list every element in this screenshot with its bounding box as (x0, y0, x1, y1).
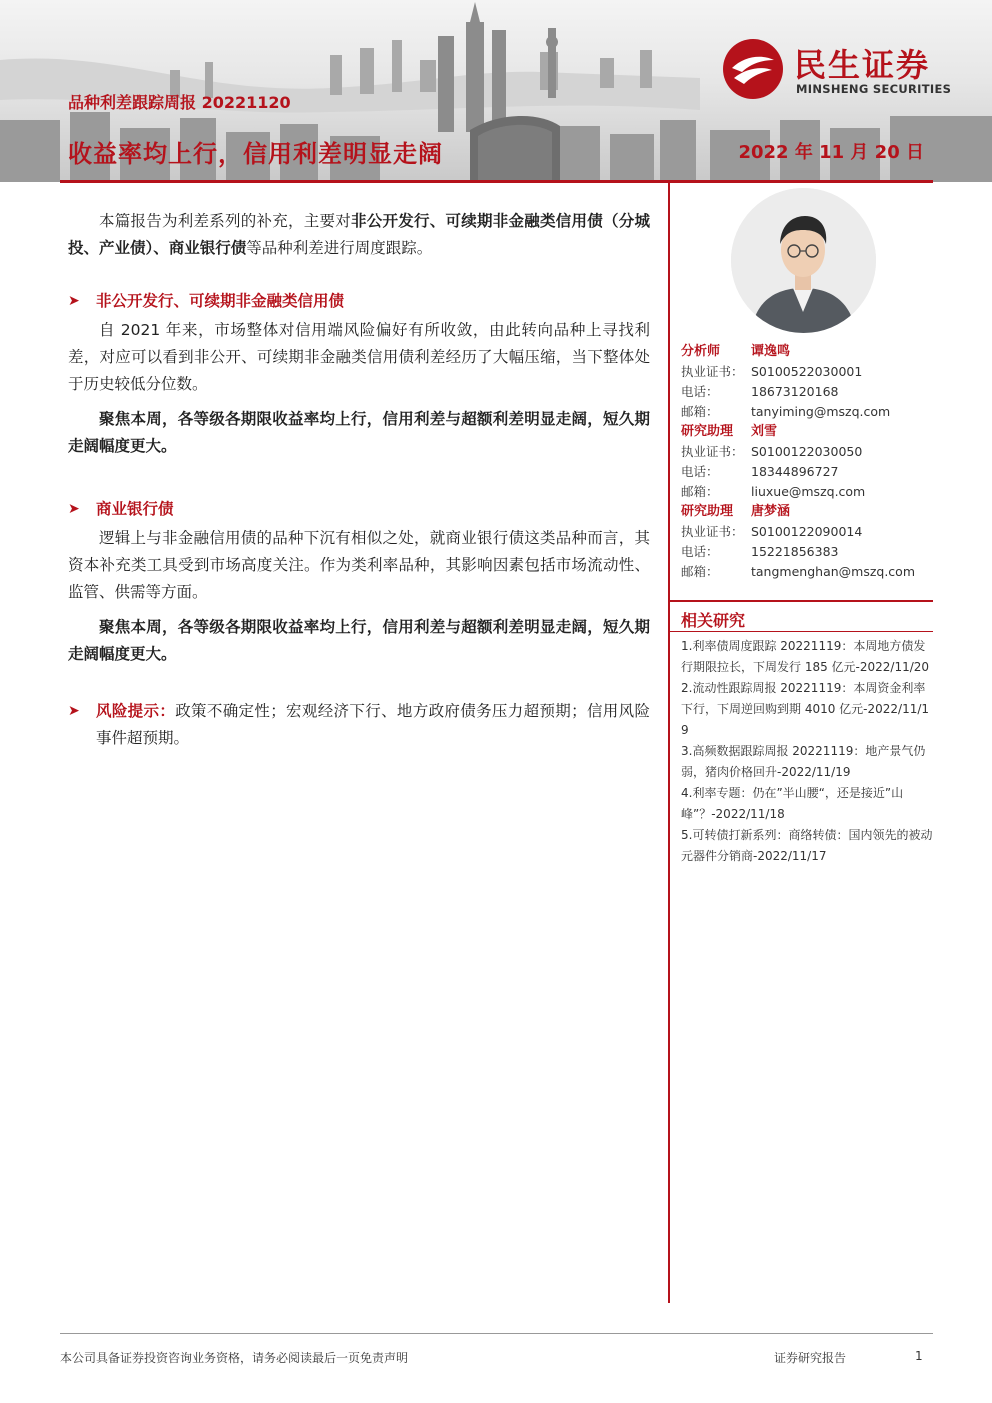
report-title: 收益率均上行，信用利差明显走阔 (68, 140, 443, 168)
phone-label: 电话： (681, 544, 719, 559)
related-item[interactable]: 2.流动性跟踪周报 20221119：本周资金利率下行，下周逆回购到期 4010 亿元-2022/11/19 (681, 681, 930, 737)
phone-number: 18673120168 (751, 384, 839, 399)
email-address[interactable]: tangmenghan@mszq.com (751, 564, 916, 579)
section2-paragraph: 逻辑上与非金融信用债的品种下沉有相似之处，就商业银行债这类品种而言，其资本补充类工具受到市场高度关注。作为类利率品种，其影响因素包括市场流动性、监管、供需等方面。 (68, 529, 650, 601)
risk-warning (68, 698, 650, 752)
chevron-right-icon: ➤ (68, 501, 80, 517)
analyst-role: 分析师 (681, 344, 721, 359)
related-divider (670, 631, 933, 632)
cert-number: S0100522030001 (751, 364, 863, 379)
intro-paragraph (68, 208, 650, 262)
analyst-name: 谭逸鸣 (751, 344, 791, 359)
cert-label: 执业证书： (681, 364, 744, 379)
footer-divider (60, 1333, 933, 1334)
intro-bold: 非公开发行、可续期非金融类信用债（分城投、产业债）、商业银行债 (68, 212, 650, 257)
report-series: 品种利差跟踪周报 20221120 (68, 93, 291, 112)
intro-text-2: 等品种利差进行周度跟踪。 (246, 239, 433, 257)
risk-label: 风险提示： (96, 702, 176, 720)
analyst-block (681, 422, 933, 502)
phone-number: 15221856383 (751, 544, 839, 559)
page-number: 1 (915, 1349, 923, 1363)
related-item[interactable]: 1.利率债周度跟踪 20221119：本周地方债发行期限拉长，下周发行 185 亿元-2022/11/20 (681, 639, 930, 674)
analyst-role: 研究助理 (681, 424, 734, 439)
risk-body: 政策不确定性；宏观经济下行、地方政府债务压力超预期；信用风险事件超预期。 (96, 702, 650, 747)
section1-paragraph: 自 2021 年来，市场整体对信用端风险偏好有所收敛，由此转向品种上寻找利差，对应可以看到非公开、可续期非金融类信用债利差经历了大幅压缩，当下整体处于历史较低分位数。 (68, 321, 650, 393)
header-divider (60, 180, 933, 183)
related-divider-top (670, 600, 933, 602)
cert-number: S0100122090014 (751, 524, 863, 539)
related-item[interactable]: 3.高频数据跟踪周报 20221119：地产景气仍弱，猪肉价格回升-2022/11/19 (681, 744, 926, 779)
analyst-name: 唐梦涵 (751, 504, 791, 519)
report-date: 2022 年 11 月 20 日 (738, 142, 924, 163)
main-content (68, 208, 650, 752)
minsheng-logo-icon (722, 38, 784, 100)
logo-english-name: MINSHENG SECURITIES (796, 82, 952, 96)
phone-label: 电话： (681, 464, 719, 479)
analyst-photo (731, 188, 876, 333)
analyst-block (681, 502, 933, 582)
cert-number: S0100122030050 (751, 444, 863, 459)
section1-focus-paragraph: 聚焦本周，各等级各期限收益率均上行，信用利差与超额利差明显走阔，短久期走阔幅度更大。 (68, 410, 650, 455)
cert-label: 执业证书： (681, 524, 744, 539)
section-heading-text: 商业银行债 (96, 500, 174, 518)
header-banner (0, 0, 992, 182)
email-label: 邮箱： (681, 564, 719, 579)
section-heading-nonpublic (68, 288, 650, 315)
analyst-info (681, 342, 933, 582)
cert-label: 执业证书： (681, 444, 744, 459)
email-address[interactable]: tanyiming@mszq.com (751, 404, 891, 419)
section2-focus-paragraph: 聚焦本周，各等级各期限收益率均上行，信用利差与超额利差明显走阔，短久期走阔幅度更大。 (68, 618, 650, 663)
chevron-right-icon: ➤ (68, 293, 80, 309)
email-label: 邮箱： (681, 484, 719, 499)
company-logo (722, 38, 972, 102)
chevron-right-icon: ➤ (68, 703, 80, 719)
person-portrait-icon (731, 188, 876, 333)
footer-doc-type: 证券研究报告 (774, 1351, 847, 1365)
phone-label: 电话： (681, 384, 719, 399)
related-item[interactable]: 4.利率专题：仍在”半山腰“，还是接近”山峰”？-2022/11/18 (681, 786, 904, 821)
section-heading-bank (68, 496, 650, 523)
analyst-block (681, 342, 933, 422)
related-item[interactable]: 5.可转债打新系列：商络转债：国内领先的被动元器件分销商-2022/11/17 (681, 828, 933, 863)
section-heading-text: 非公开发行、可续期非金融类信用债 (96, 292, 345, 310)
email-label: 邮箱： (681, 404, 719, 419)
related-research-title: 相关研究 (681, 611, 746, 630)
phone-number: 18344896727 (751, 464, 839, 479)
risk-warning-text (96, 698, 650, 752)
intro-text-1: 本篇报告为利差系列的补充，主要对 (99, 212, 351, 230)
related-research-list (681, 636, 933, 867)
analyst-role: 研究助理 (681, 504, 734, 519)
email-address[interactable]: liuxue@mszq.com (751, 484, 866, 499)
analyst-name: 刘雪 (751, 424, 778, 439)
column-divider (668, 183, 670, 1303)
footer-disclaimer: 本公司具备证券投资咨询业务资格，请务必阅读最后一页免责声明 (60, 1351, 409, 1365)
logo-chinese-name: 民生证券 (794, 46, 931, 84)
